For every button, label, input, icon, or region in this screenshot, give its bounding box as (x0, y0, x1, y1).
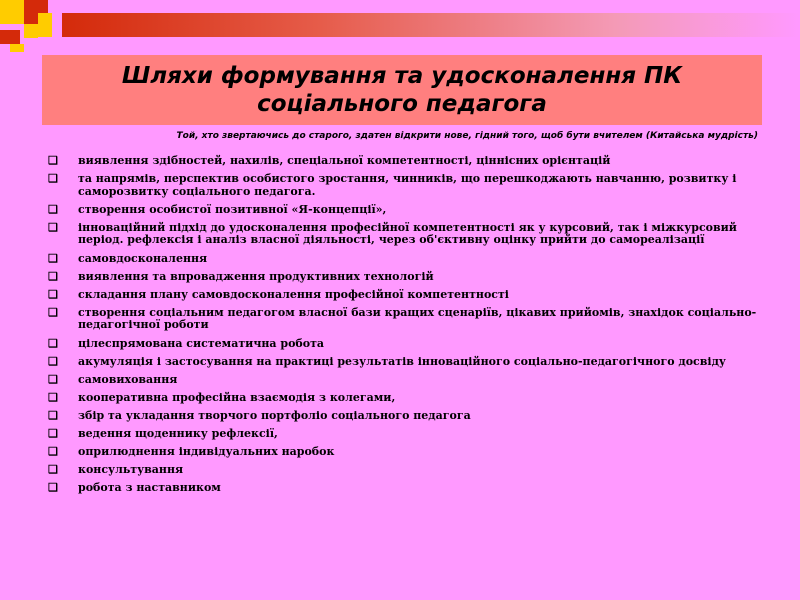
list-item-text: виявлення здібностей, нахилів, спеціальної компетентності, ціннісних орієнтацій (78, 154, 611, 167)
list-item (48, 464, 758, 477)
checkbox-bullet-icon: ❑ (48, 354, 58, 368)
checkbox-bullet-icon: ❑ (48, 251, 58, 265)
list-item-text: інноваційний підхід до удосконалення професійної компетентності як у курсовий, так і міжкурсовий період. рефлексія і аналіз власної діяльності, через об'єктивну оцінку прийти до самореалізації (78, 220, 737, 247)
list-item (48, 307, 758, 332)
list-item (48, 204, 758, 217)
list-item-text: робота з наставником (78, 481, 221, 495)
list-item (48, 271, 758, 284)
checkbox-bullet-icon: ❑ (48, 481, 58, 495)
decor-square-yellow-bar (38, 13, 52, 37)
list-item (48, 356, 758, 369)
checkbox-bullet-icon: ❑ (48, 408, 58, 422)
list-item (48, 482, 758, 495)
title-box (42, 55, 762, 125)
checkbox-bullet-icon: ❑ (48, 287, 58, 301)
list-item (48, 374, 758, 387)
list-item (48, 338, 758, 351)
checkbox-bullet-icon: ❑ (48, 202, 58, 216)
list-item (48, 392, 758, 405)
checkbox-bullet-icon: ❑ (48, 445, 58, 459)
list-item-text: кооперативна професійна взаємодія з колегами, (78, 390, 396, 404)
checkbox-bullet-icon: ❑ (48, 269, 58, 283)
decor-square-red-small (0, 30, 20, 44)
list-item (48, 446, 758, 459)
list-item-text: та напрямів, перспектив особистого зростання, чинників, що перешкоджають навчанню, розвитку і саморозвитку соціального педагога. (78, 172, 737, 198)
list-item (48, 253, 758, 266)
checkbox-bullet-icon: ❑ (48, 463, 58, 477)
list-item-text: оприлюднення індивідуальних наробок (78, 445, 335, 459)
list-item-text: складання плану самовдосконалення професійної компетентності (78, 287, 509, 301)
checkbox-bullet-icon: ❑ (48, 154, 58, 167)
decor-square-yellow-small (24, 24, 38, 38)
checkbox-bullet-icon: ❑ (48, 172, 58, 186)
list-item-text: створення особистої позитивної «Я-концепції», (78, 202, 387, 216)
checkbox-bullet-icon: ❑ (48, 305, 58, 319)
decor-square-yellow (0, 0, 24, 24)
list-item-text: створення соціальним педагогом власної бази кращих сценаріїв, цікавих прийомів, знахідок соціально-педагогічної роботи (78, 305, 757, 332)
checkbox-bullet-icon: ❑ (48, 372, 58, 386)
list-item (48, 173, 758, 198)
decor-square-yellow-tiny (10, 44, 24, 52)
list-item-text: акумуляція і застосування на практиці результатів інноваційного соціально-педагогічного досвіду (78, 354, 726, 368)
list-item (48, 428, 758, 441)
slide-title: Шляхи формування та удосконалення ПК соціального педагога (121, 63, 683, 117)
list-item (48, 155, 758, 168)
list-item-text: виявлення та впровадження продуктивних технологій (78, 269, 434, 283)
bullet-list (48, 155, 758, 500)
list-item-text: самовдосконалення (78, 251, 208, 265)
list-item (48, 289, 758, 302)
list-item-text: ведення щоденнику рефлексії, (78, 427, 278, 440)
decor-gradient-bar (62, 13, 800, 37)
list-item-text: цілеспрямована систематична робота (78, 336, 325, 350)
epigraph: Той, хто звертаючись до старого, здатен відкрити нове, гідний того, щоб бути вчителем (Китайська мудрість) (176, 131, 758, 141)
list-item-text: збір та укладання творчого портфоліо соціального педагога (78, 408, 471, 422)
list-item-text: самовиховання (78, 372, 178, 386)
checkbox-bullet-icon: ❑ (48, 427, 58, 440)
checkbox-bullet-icon: ❑ (48, 390, 58, 404)
checkbox-bullet-icon: ❑ (48, 220, 58, 234)
list-item-text: консультування (78, 463, 184, 477)
list-item (48, 410, 758, 423)
checkbox-bullet-icon: ❑ (48, 336, 58, 350)
list-item (48, 222, 758, 247)
